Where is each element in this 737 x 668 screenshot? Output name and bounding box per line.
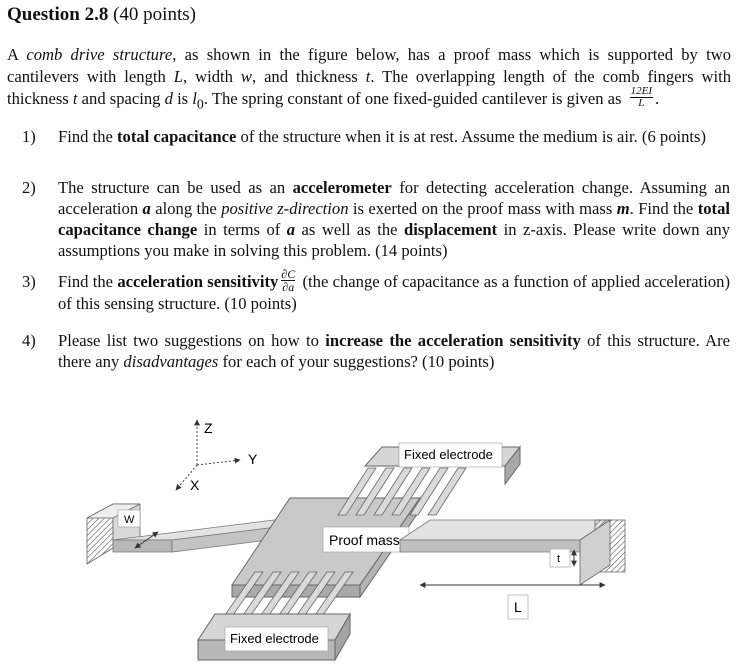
problem-statement: A comb drive structure, as shown in the figure below, has a proof mass which is supported by two cantilevers with length L, width w, and thickness t. The overlapping length of the comb fingers with thickness t and spacing d is $l_0$. The spring constant of one fixed-guided cantilever is given as $\frac{12EI}{L}$ . — [7, 45, 731, 112]
question-points: (40 points) — [113, 4, 196, 25]
proof-mass-label: Proof mass — [329, 532, 400, 548]
question-label: Question 2.8 — [7, 4, 109, 25]
width-label: W — [124, 514, 135, 526]
thickness-label: t — [557, 553, 561, 565]
spring-constant-fraction: $\frac{12EI}{L}$ — [630, 84, 653, 109]
right-cantilever — [400, 520, 610, 552]
question-1: 1) Find the total capacitance of the structure when it is at rest. Assume the medium is air. (6 points) — [22, 127, 706, 146]
axis-z-label: Z — [204, 420, 213, 436]
question-3: 3) Find the acceleration sensitivity $\frac{\partial C}{\partial a}$ (the change of capacitance as a function of applied acceleration) of this sensing structure. (10 points) — [22, 266, 731, 313]
sensitivity-fraction: $\frac{\partial C}{\partial a}$ — [281, 266, 296, 294]
axis-y-label: Y — [248, 451, 258, 467]
question-4: 4) Please list two suggestions on how to increase the acceleration sensitivity of this structure. Are there any disadvantages for each of your suggestions? (10 points) — [22, 331, 730, 371]
length-label: L — [514, 599, 522, 615]
comb-drive-term: comb drive structure — [26, 45, 173, 64]
question-2: 2) The structure can be used as an accelerometer for detecting acceleration change. Assuming an acceleration a along the positive z-direction is exerted on the proof mass with mass m. Find the total capacitance change in terms of a as well as the displacement in z-axis. Please write down any assumptions you make in solving this problem. (14 points) — [22, 178, 731, 260]
axis-x-label: X — [190, 477, 200, 493]
bottom-electrode-label: Fixed electrode — [230, 631, 319, 646]
top-electrode-label: Fixed electrode — [404, 447, 493, 462]
